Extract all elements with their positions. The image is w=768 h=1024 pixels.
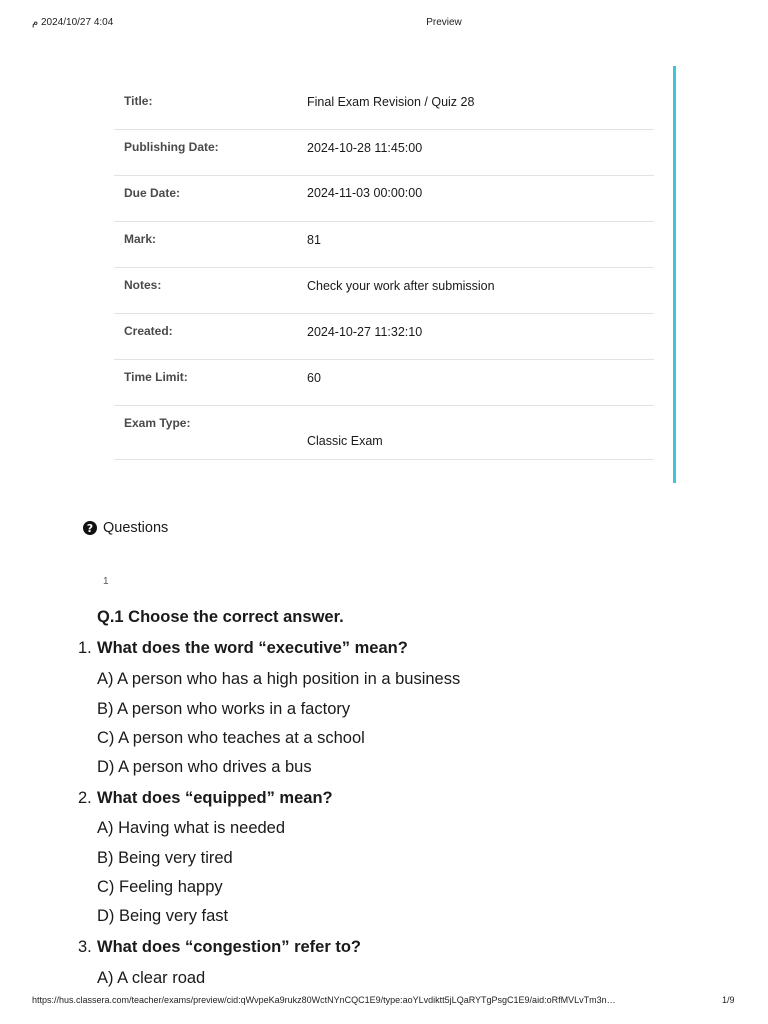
question-text: What does “equipped” mean? xyxy=(97,789,333,807)
exam-details-table xyxy=(114,80,654,460)
detail-row-exam-type xyxy=(114,406,654,460)
question-3 xyxy=(78,938,361,957)
detail-label: Created: xyxy=(124,324,173,338)
option: C) Feeling happy xyxy=(97,878,223,896)
option: D) A person who drives a bus xyxy=(97,758,312,776)
detail-row-mark xyxy=(114,222,654,268)
detail-row-time-limit xyxy=(114,360,654,406)
option: B) Being very tired xyxy=(97,849,233,867)
questions-heading xyxy=(83,520,168,536)
question-number-label: 1. xyxy=(78,639,92,657)
detail-row-due-date xyxy=(114,176,654,222)
detail-label: Publishing Date: xyxy=(124,140,219,154)
option: A) A person who has a high position in a business xyxy=(97,670,461,688)
section-title: Q.1 Choose the correct answer. xyxy=(97,608,344,626)
question-number-label: 3. xyxy=(78,938,92,956)
option: C) A person who teaches at a school xyxy=(97,729,365,747)
question-circle-icon: ? xyxy=(83,521,97,535)
detail-value: 81 xyxy=(307,233,321,247)
question-1 xyxy=(78,639,408,658)
option: A) A clear road xyxy=(97,969,206,987)
question-2 xyxy=(78,789,333,808)
option: B) A person who works in a factory xyxy=(97,700,351,718)
detail-row-publishing-date xyxy=(114,130,654,176)
print-footer-url: https://hus.classera.com/teacher/exams/preview/cid:qWvpeKa9rukz80WctNYnCQC1E9/type:aoYLvdiktt5jLQaRYTgPsgC1E9/aid:oRfMVLvTm3n… xyxy=(32,995,616,1005)
print-datetime: 4:04 2024/10/27 م xyxy=(32,17,114,28)
detail-label: Notes: xyxy=(124,278,162,292)
print-title: Preview xyxy=(426,17,462,28)
question-number: 1 xyxy=(103,576,109,587)
question-text: What does “congestion” refer to? xyxy=(97,938,362,956)
print-header xyxy=(0,17,768,31)
detail-value: Classic Exam xyxy=(307,434,383,448)
accent-line xyxy=(673,66,676,483)
question-number-label: 2. xyxy=(78,789,92,807)
detail-value: Check your work after submission xyxy=(307,279,495,293)
detail-label: Mark: xyxy=(124,232,157,246)
question-text: What does the word “executive” mean? xyxy=(97,639,408,657)
detail-row-title xyxy=(114,80,654,130)
detail-value: 2024-11-03 00:00:00 xyxy=(307,186,423,200)
detail-row-created xyxy=(114,314,654,360)
detail-value: 2024-10-27 11:32:10 xyxy=(307,325,423,339)
detail-value: 60 xyxy=(307,371,321,385)
detail-value: 2024-10-28 11:45:00 xyxy=(307,141,423,155)
questions-heading-text: Questions xyxy=(103,520,169,536)
detail-label: Time Limit: xyxy=(124,370,188,384)
detail-label: Due Date: xyxy=(124,186,181,200)
detail-value: Final Exam Revision / Quiz 28 xyxy=(307,95,475,109)
detail-row-notes xyxy=(114,268,654,314)
detail-label: Title: xyxy=(124,94,153,108)
option: A) Having what is needed xyxy=(97,819,286,837)
print-page-number: 1/9 xyxy=(722,995,735,1005)
detail-label: Exam Type: xyxy=(124,416,191,430)
option: D) Being very fast xyxy=(97,907,229,925)
